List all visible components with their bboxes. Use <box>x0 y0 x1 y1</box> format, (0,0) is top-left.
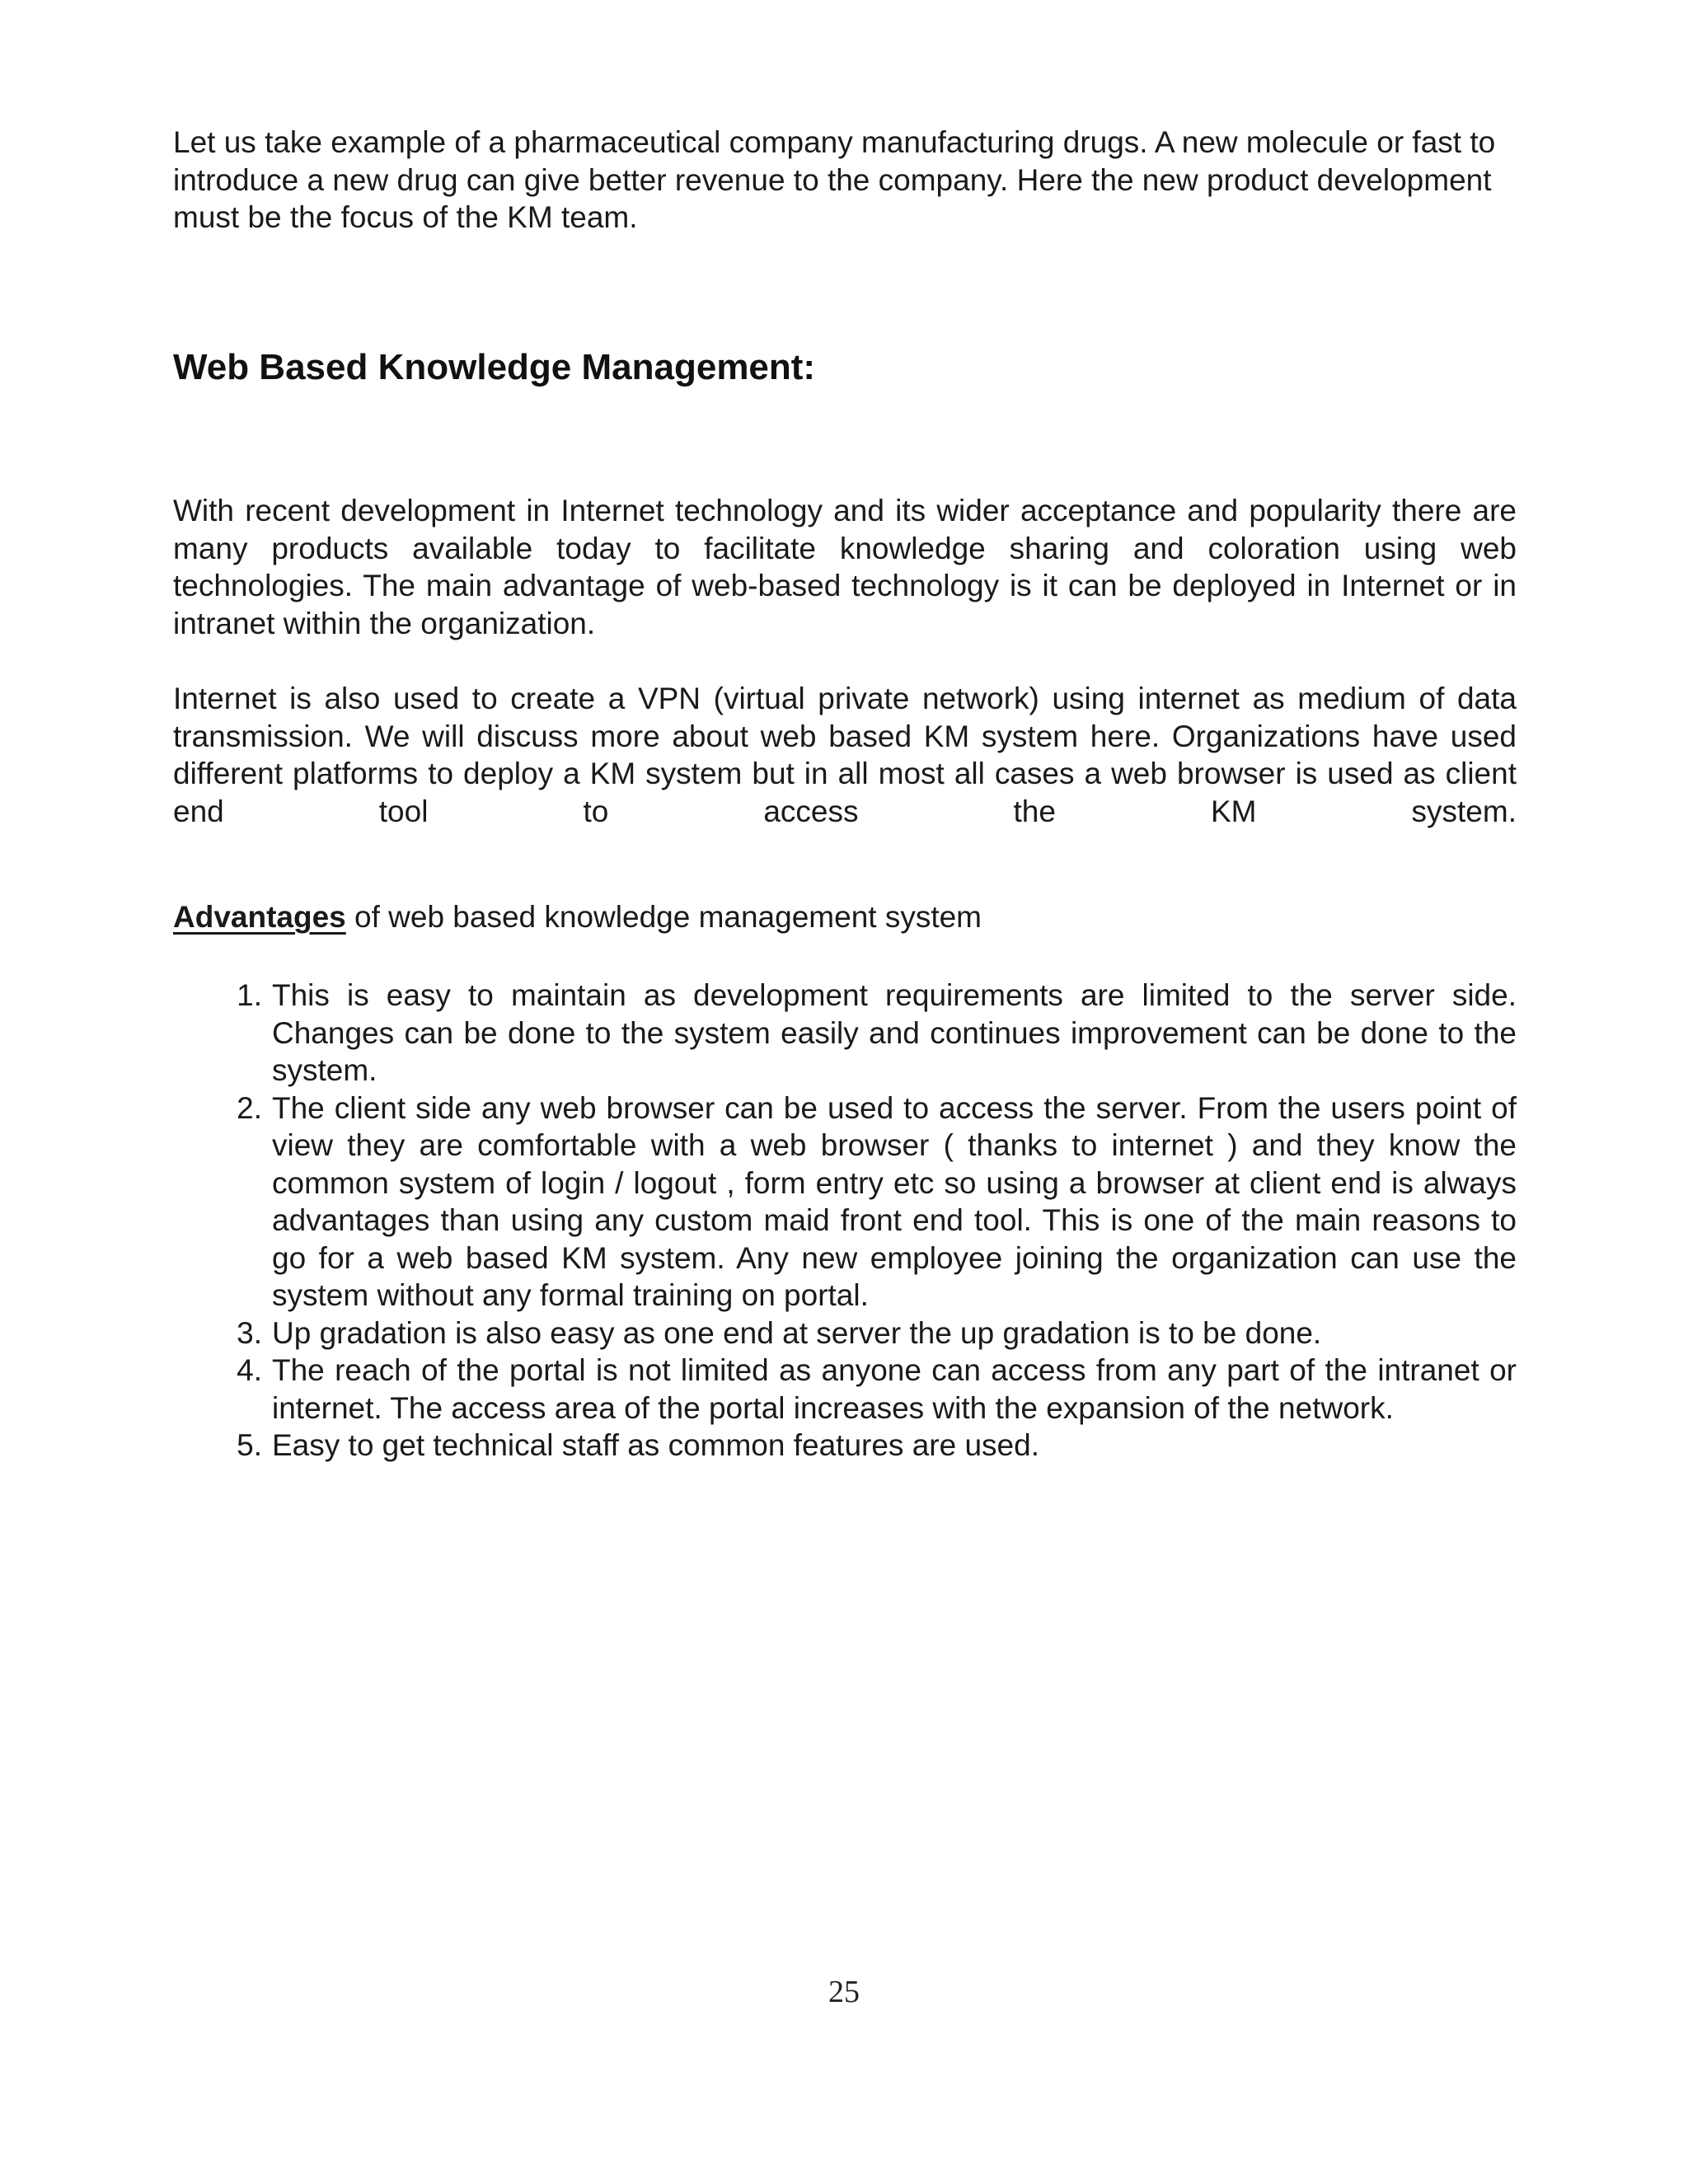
list-text: Up gradation is also easy as one end at server the up gradation is to be done. <box>272 1315 1322 1350</box>
list-text: Easy to get technical staff as common features are used. <box>272 1428 1039 1462</box>
list-item <box>237 1315 1517 1352</box>
list-number: 1. <box>237 978 262 1012</box>
list-text: The client side any web browser can be used to access the server. From the users point of view they are comfortable with a web browser ( thanks to internet ) and they know the common system of login / logout , form entry etc so using a browser at client end is always advantages than using any custom maid front end tool. This is one of the main reasons to go for a web based KM system. Any new employee joining the organization can use the system without any formal training on portal. <box>272 1090 1517 1312</box>
page-number: 25 <box>828 1975 860 2009</box>
list-item <box>237 1427 1517 1465</box>
body-paragraph-1: With recent development in Internet technology and its wider acceptance and popularity there are many products available today to facilitate knowledge sharing and coloration using web technologies. The main advantage of web-based technology is it can be deployed in Internet or in intranet within the organization. <box>173 494 1517 640</box>
list-item <box>237 1352 1517 1427</box>
list-text: This is easy to maintain as development requirements are limited to the server side. Changes can be done to the system easily and continues improvement can be done to the system. <box>272 978 1517 1087</box>
list-item <box>237 977 1517 1090</box>
advantages-line <box>173 898 982 936</box>
advantages-rest: of web based knowledge management system <box>345 900 982 934</box>
list-number: 4. <box>237 1353 262 1387</box>
list-number: 3. <box>237 1315 262 1350</box>
advantages-label: Advantages <box>173 900 346 934</box>
list-number: 2. <box>237 1090 262 1125</box>
list-number: 5. <box>237 1428 262 1462</box>
list-item <box>237 1090 1517 1315</box>
advantages-list <box>237 977 1517 1465</box>
section-heading: Web Based Knowledge Management: <box>173 347 816 387</box>
intro-paragraph: Let us take example of a pharmaceutical company manufacturing drugs. A new molecule or fast to introduce a new drug can give better revenue to the company. Here the new product development must be the focus of the KM team. <box>173 125 1496 234</box>
body-paragraph-2: Internet is also used to create a VPN (virtual private network) using internet as medium of data transmission. We will discuss more about web based KM system here. Organizations have used different platforms to deploy a KM system but in all most all cases a web browser is used as client end tool to access the KM system. <box>173 682 1517 828</box>
list-text: The reach of the portal is not limited as anyone can access from any part of the intranet or internet. The access area of the portal increases with the expansion of the network. <box>272 1353 1517 1425</box>
